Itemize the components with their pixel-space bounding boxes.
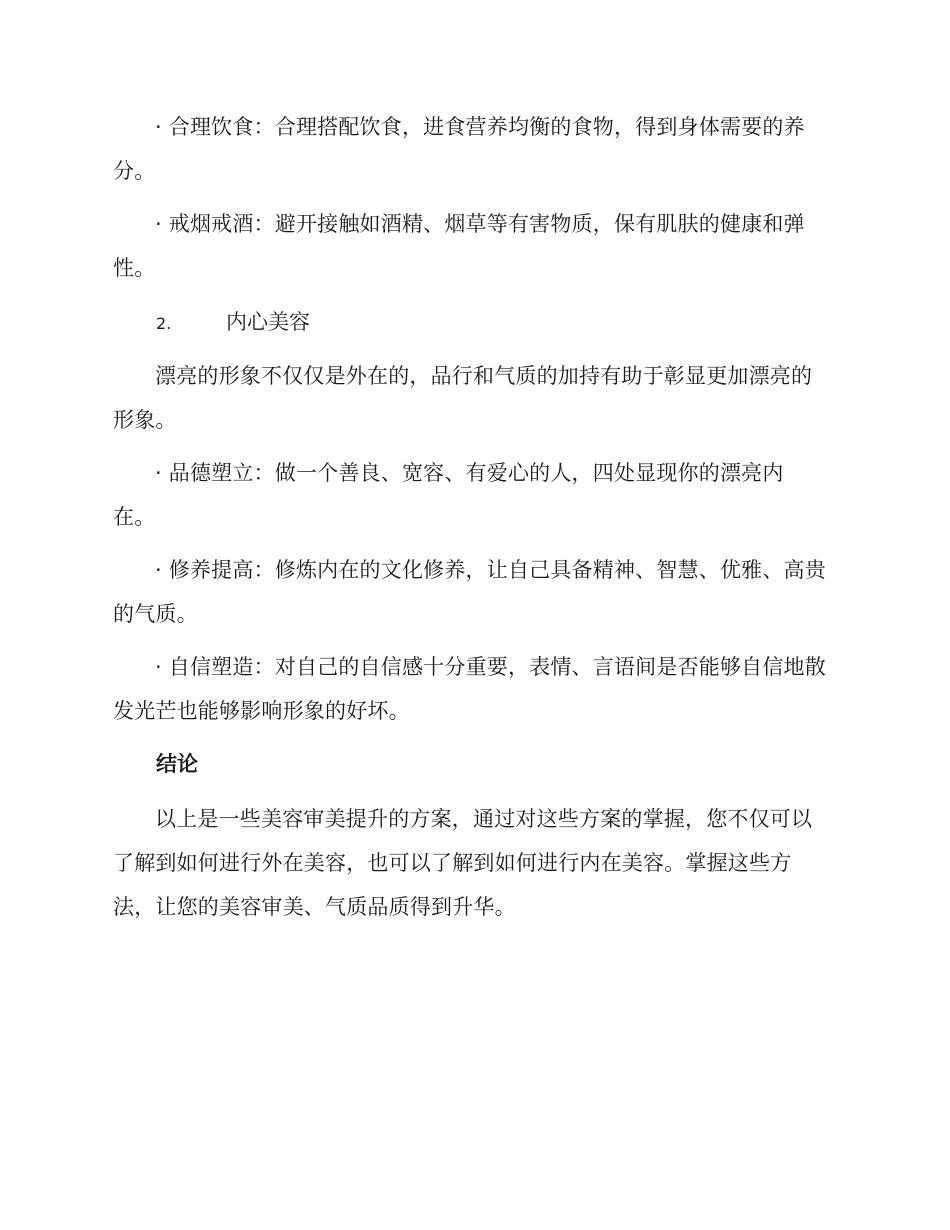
section-title: 内心美容 [226, 310, 310, 334]
section-heading-inner-beauty [156, 300, 310, 346]
paragraph-inner-intro: 漂亮的形象不仅仅是外在的，品行和气质的加持有助于彰显更加漂亮的形象。 [113, 364, 813, 432]
section-number: 2. [156, 314, 172, 333]
paragraph-confidence: · 自信塑造：对自己的自信感十分重要，表情、言语间是否能够自信地散发光芒也能够影响形象的好坏。 [113, 655, 826, 723]
paragraph-conclusion: 以上是一些美容审美提升的方案，通过对这些方案的掌握，您不仅可以了解到如何进行外在美容，也可以了解到如何进行内在美容。掌握这些方法，让您的美容审美、气质品质得到升华。 [113, 807, 813, 919]
paragraph-cultivation: · 修养提高：修炼内在的文化修养，让自己具备精神、智慧、优雅、高贵的气质。 [113, 558, 826, 626]
paragraph-no-smoking: · 戒烟戒酒：避开接触如酒精、烟草等有害物质，保有肌肤的健康和弹性。 [113, 212, 805, 280]
paragraph-diet: · 合理饮食：合理搭配饮食，进食营养均衡的食物，得到身体需要的养分。 [113, 115, 805, 183]
paragraph-morality: · 品德塑立：做一个善良、宽容、有爱心的人，四处显现你的漂亮内在。 [113, 461, 784, 529]
conclusion-heading: 结论 [156, 752, 198, 776]
